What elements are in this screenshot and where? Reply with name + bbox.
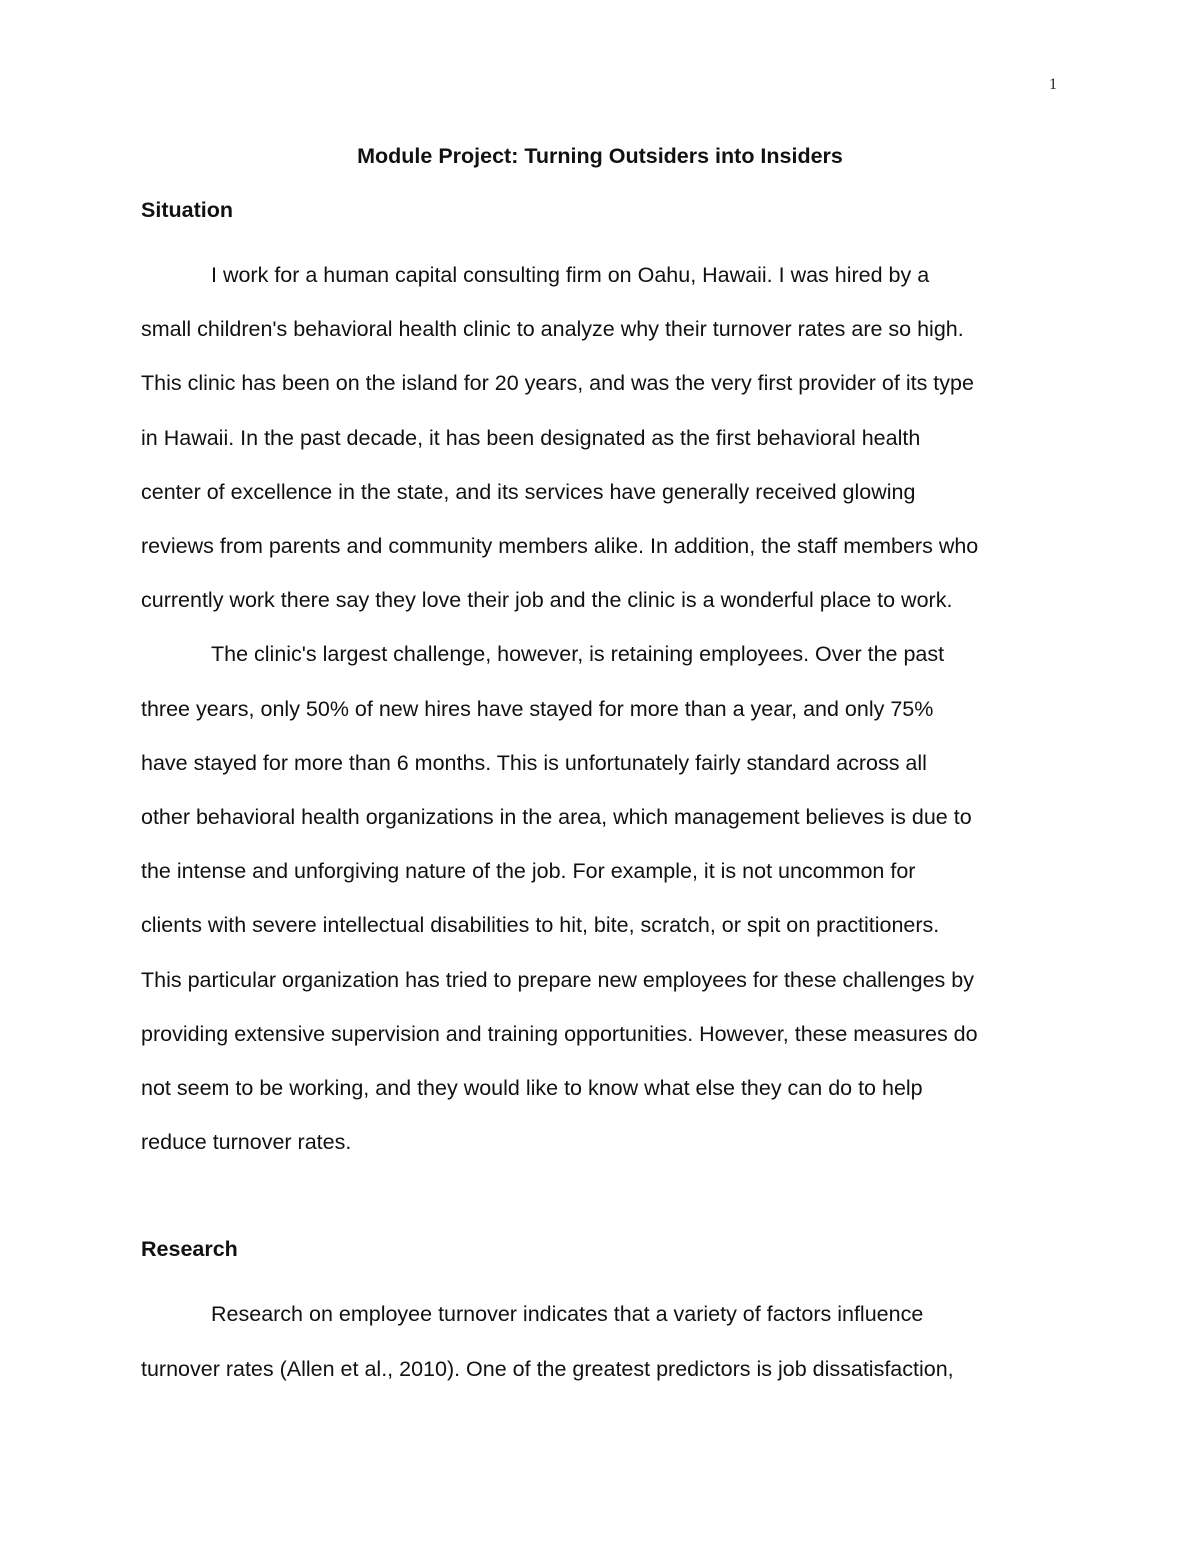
text-line: three years, only 50% of new hires have stayed for more than a year, and only 75%: [141, 696, 934, 721]
text-line: Research on employee turnover indicates that a variety of factors influence: [211, 1302, 924, 1327]
text-line: small children's behavioral health clinic to analyze why their turnover rates are so high.: [141, 317, 964, 342]
page-number: 1: [1049, 76, 1057, 93]
paragraph-situation-2: [141, 627, 1059, 1169]
text-line: clients with severe intellectual disabilities to hit, bite, scratch, or spit on practitioners.: [141, 913, 940, 938]
paragraph-research-1: [141, 1287, 1059, 1395]
section-heading-research: Research: [141, 1237, 238, 1262]
document-title: Module Project: Turning Outsiders into Insiders: [357, 144, 843, 168]
text-line: I work for a human capital consulting firm on Oahu, Hawaii. I was hired by a: [211, 263, 930, 287]
text-line: in Hawaii. In the past decade, it has been designated as the first behavioral health: [141, 425, 921, 450]
text-line: turnover rates (Allen et al., 2010). One of the greatest predictors is job dissatisfaction,: [141, 1356, 954, 1381]
section-spacer: [141, 1169, 1059, 1233]
text-line: currently work there say they love their job and the clinic is a wonderful place to work.: [141, 588, 953, 613]
text-line: not seem to be working, and they would like to know what else they can do to help: [141, 1076, 923, 1101]
text-line: center of excellence in the state, and its services have generally received glowing: [141, 479, 916, 504]
paragraph-situation-1: [141, 248, 1059, 627]
text-line: This clinic has been on the island for 20 years, and was the very first provider of its type: [141, 371, 974, 396]
text-line: providing extensive supervision and training opportunities. However, these measures do: [141, 1021, 978, 1046]
text-line: reviews from parents and community members alike. In addition, the staff members who: [141, 534, 979, 559]
text-line: The clinic's largest challenge, however, is retaining employees. Over the past: [211, 642, 945, 667]
section-heading-situation: Situation: [141, 198, 233, 222]
document-body: [141, 140, 1059, 1396]
text-line: This particular organization has tried to prepare new employees for these challenges by: [141, 967, 974, 992]
text-line: other behavioral health organizations in the area, which management believes is due to: [141, 805, 972, 830]
text-line: have stayed for more than 6 months. This is unfortunately fairly standard across all: [141, 750, 927, 775]
text-line: the intense and unforgiving nature of the job. For example, it is not uncommon for: [141, 859, 916, 884]
text-line: reduce turnover rates.: [141, 1130, 352, 1155]
